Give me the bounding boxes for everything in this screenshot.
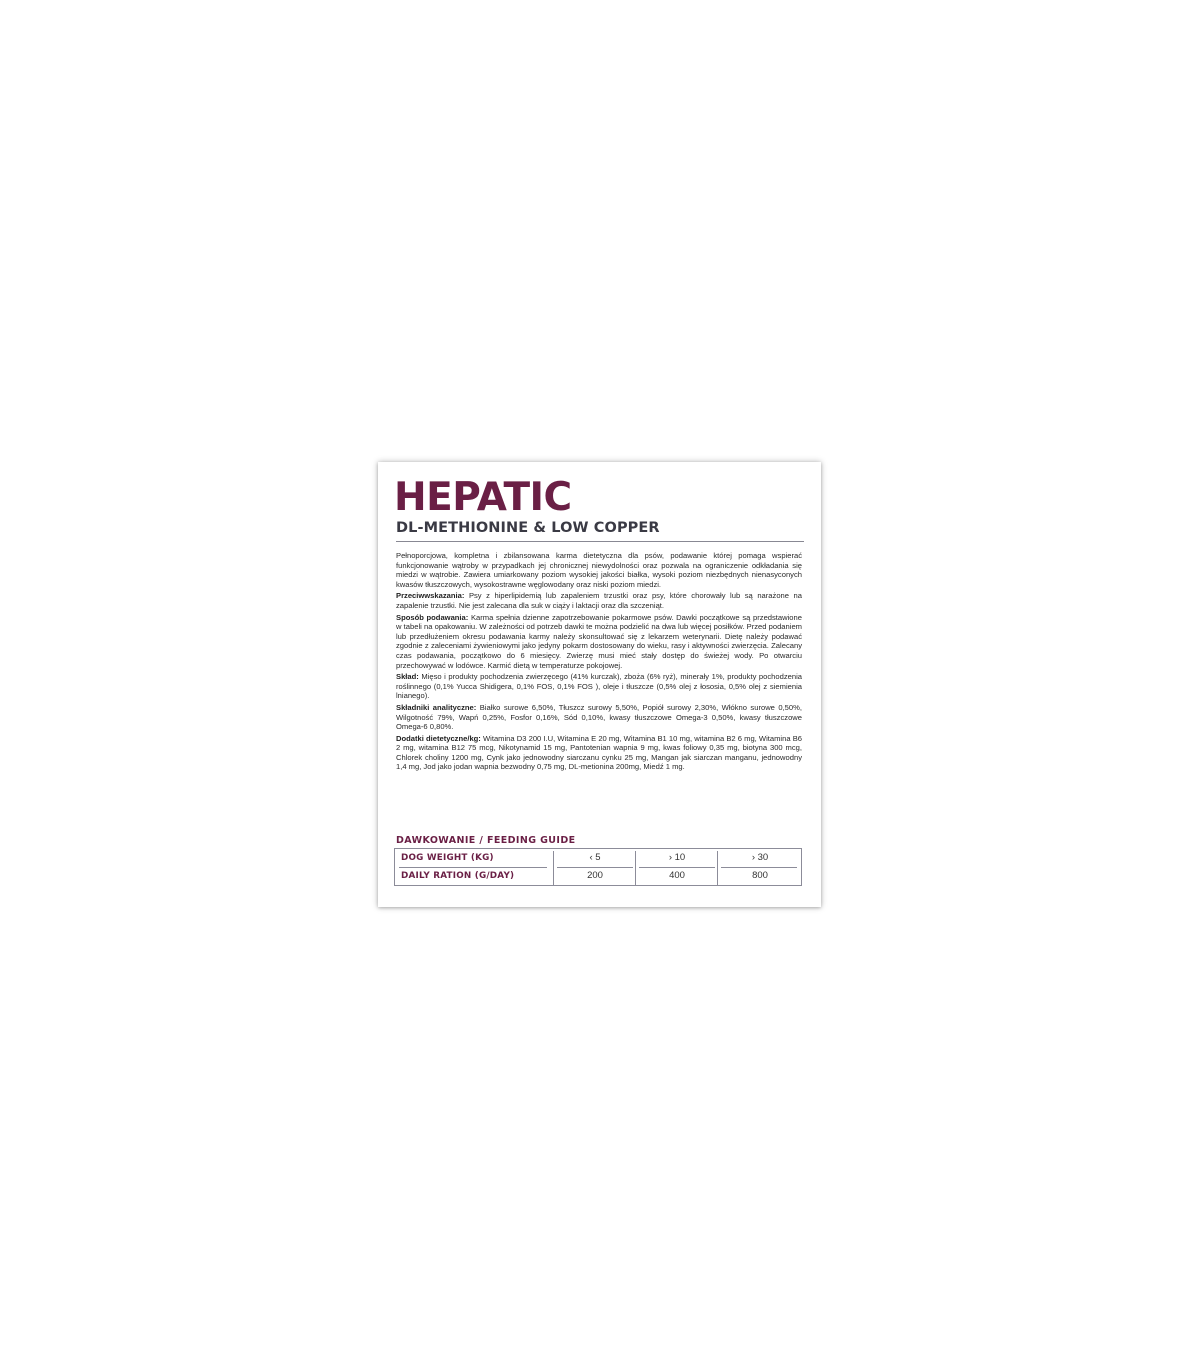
table-row	[395, 867, 801, 885]
column-divider	[553, 851, 554, 885]
column-divider	[635, 851, 636, 885]
row-label: DOG WEIGHT (KG)	[401, 853, 494, 863]
feeding-guide-table	[394, 848, 802, 886]
paragraph-feeding-method	[396, 613, 802, 671]
row-divider	[639, 867, 715, 868]
row-divider	[399, 867, 547, 868]
table-cell: 400	[669, 870, 685, 881]
table-cell: › 10	[668, 852, 686, 863]
row-divider	[557, 867, 633, 868]
paragraph-contraindications	[396, 591, 802, 610]
row-label: DAILY RATION (G/DAY)	[401, 871, 515, 881]
paragraph-text: Karma spełnia dzienne zapotrzebowanie pokarmowe psów. Dawki początkowe są przedstawione w tabeli na opakowaniu. W zależności od potrzeb dawki te można podzielić na dwa lub więcej posiłków. Przed podaniem lub przedłużeniem okresu podawania karmy należy skonsultować się z lekarzem weterynarii. Dietę należy podawać zgodnie z zaleceniami żywieniowymi jako jedyny pokarm dostosowany do wieku, rasy i aktywności zwierzęcia. Zalecany czas podawania, początkowo do 6 miesięcy. Zwierzę musi mieć stały dostęp do świeżej wody. Po otwarciu przechowywać w lodówce. Karmić dietą w temperaturze pokojowej.	[396, 612, 802, 670]
paragraph-label: Dodatki dietetyczne/kg:	[396, 733, 481, 743]
description-block	[396, 551, 802, 774]
paragraph-label: Sposób podawania:	[396, 612, 469, 622]
paragraph-composition	[396, 672, 802, 701]
paragraph-text: Psy z hiperlipidemią lub zapaleniem trzustki oraz psy, które chorowały lub są narażone na zapalenie trzustki. Nie jest zalecana dla suk w ciąży i laktacji oraz dla szczeniąt.	[396, 591, 802, 610]
column-divider	[717, 851, 718, 885]
paragraph-text: Białko surowe 6,50%, Tłuszcz surowy 5,50%, Popiół surowy 2,30%, Włókno surowe 0,50%, Wilgotność 79%, Wapń 0,25%, Fosfor 0,16%, Sód 0,10%, kwasy tłuszczowe Omega-3 0,50%, kwasy tłuszczowe Omega-6 0,80%.	[396, 702, 802, 732]
paragraph-text: Witamina D3 200 I.U, Witamina E 20 mg, Witamina B1 10 mg, witamina B2 6 mg, Witamina B6 2 mg, witamina B12 75 mcg, Nikotynamid 15 mg, Pantotenian wapnia 9 mg, kwas foliowy 0,35 mg, biotyna 300 mcg, Chlorek choliny 1200 mg, Cynk jako jednowodny siarczanu cynku 25 mg, Mangan jak siarczan manganu, jednowodny 1,4 mg, Jod jako jodan wapnia bezwodny 0,75 mg, DL-metionina 200mg, Miedź 1 mg.	[396, 733, 802, 772]
table-cell: 200	[587, 870, 603, 881]
table-cell: ‹ 5	[589, 852, 601, 863]
paragraph-analytical	[396, 703, 802, 732]
feeding-guide-title: DAWKOWANIE / FEEDING GUIDE	[396, 835, 576, 846]
product-subtitle: DL-METHIONINE & LOW COPPER	[396, 520, 660, 536]
paragraph-intro: Pełnoporcjowa, kompletna i zbilansowana karma dietetyczna dla psów, podawanie której pomaga wspierać funkcjonowanie wątroby w przypadkach jej chronicznej niewydolności oraz pozwala na ograniczenie odkładania się miedzi w wątrobie. Zawiera umiarkowany poziom wysokiej jakości białka, wysoki poziom niezbędnych nienasyconych kwasów tłuszczowych, wysokostrawne węglowodany oraz niski poziom miedzi.	[396, 551, 802, 589]
row-divider	[721, 867, 797, 868]
divider	[396, 541, 804, 542]
paragraph-label: Przeciwwskazania:	[396, 591, 465, 601]
table-row	[395, 849, 801, 867]
table-cell: 800	[752, 870, 768, 881]
paragraph-label: Składniki analityczne:	[396, 702, 477, 712]
paragraph-additives	[396, 734, 802, 772]
paragraph-text: Mięso i produkty pochodzenia zwierzęcego (41% kurczak), zboża (6% ryż), minerały 1%, produkty pochodzenia roślinnego (0,1% Yucca Shidigera, 0,1% FOS, 0,1% FOS ), oleje i tłuszcze (0,5% olej z łososia, 0,5% olej z siemienia lnianego).	[396, 672, 802, 701]
product-title: HEPATIC	[394, 475, 572, 520]
paragraph-label: Skład:	[396, 672, 419, 682]
table-cell: › 30	[751, 852, 769, 863]
product-label-card	[378, 462, 821, 907]
